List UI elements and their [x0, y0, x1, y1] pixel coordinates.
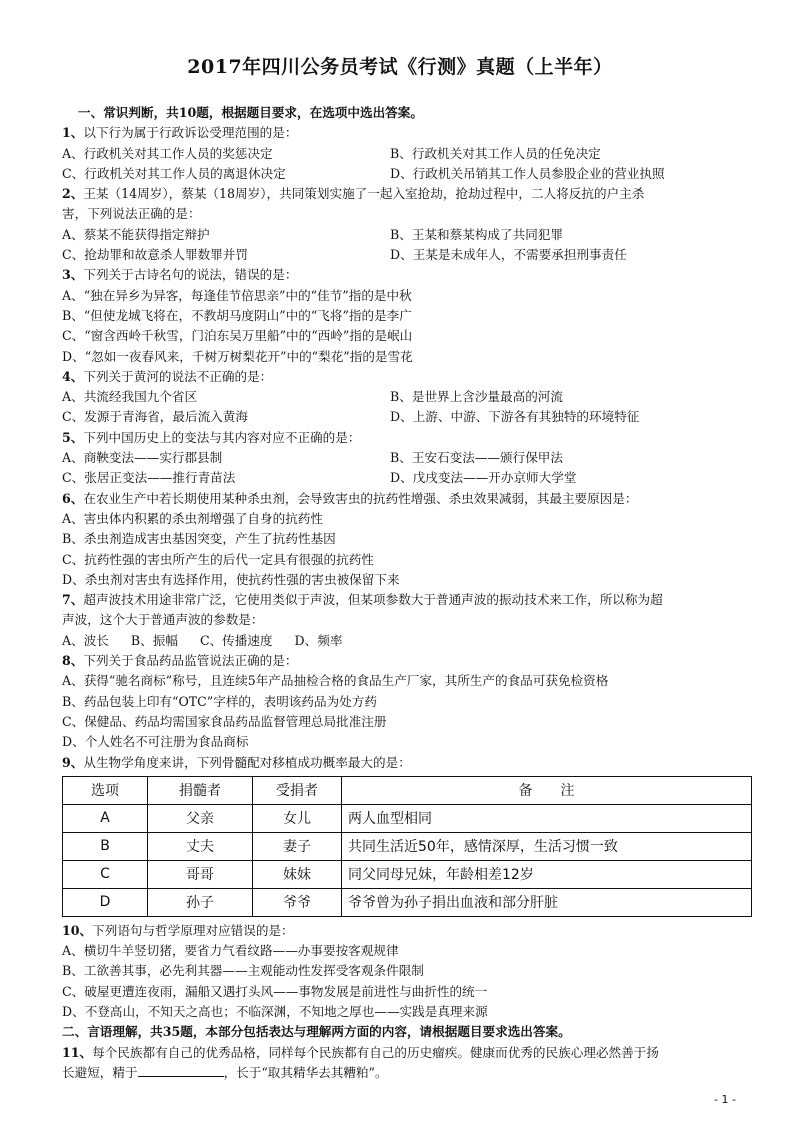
option: D、个人姓名不可注册为食品商标: [62, 734, 249, 750]
table-header-row: [63, 776, 752, 804]
table-cell: C: [63, 860, 148, 888]
option: C、“窗含西岭千秋雪，门泊东吴万里船”中的“西岭”指的是岷山: [62, 328, 413, 344]
section-heading: 一、常识判断，共10题，根据题目要求，在选项中选出答案。: [78, 105, 423, 120]
document-body: [62, 103, 752, 1083]
option-row: [62, 407, 752, 427]
option: A、“独在异乡为异客，每逢佳节倍思亲”中的“佳节”指的是中秋: [62, 287, 412, 303]
table-cell: 妻子: [253, 832, 342, 860]
table-cell: 共同生活近50年，感情深厚，生活习惯一致: [342, 832, 752, 860]
table-cell: 爷爷: [253, 888, 342, 916]
question-stem-cont: 声波，这个大于普通声波的参数是：: [62, 612, 264, 628]
table-header: 受捐者: [253, 776, 342, 804]
table-cell: 丈夫: [148, 832, 253, 860]
question-stem: 7、超声波技术用途非常广泛，它使用类似于声波，但某项参数大于普通声波的振动技术来工作，所以称为超: [62, 592, 663, 608]
table-row: [63, 832, 752, 860]
question-stem: 5、下列中国历史上的变法与其内容对应不正确的是：: [62, 429, 361, 445]
option-row: [62, 245, 752, 265]
table-cell: 女儿: [253, 804, 342, 832]
option: B、行政机关对其工作人员的任免决定: [390, 145, 601, 161]
table-cell: 妹妹: [253, 860, 342, 888]
option: B、“但使龙城飞将在，不教胡马度阴山”中的“飞将”指的是李广: [62, 307, 412, 323]
option: D、王某是未成年人，不需要承担刑事责任: [390, 247, 627, 263]
option-row: [62, 387, 752, 407]
option: A、行政机关对其工作人员的奖惩决定: [62, 145, 273, 161]
option: D、上游、中游、下游各有其独特的环境特征: [390, 409, 640, 425]
option: B、杀虫剂造成害虫基因突变，产生了抗药性基因: [62, 531, 336, 547]
option: A、害虫体内积累的杀虫剂增强了自身的抗药性: [62, 510, 323, 526]
option-row: [62, 225, 752, 245]
option-row: [62, 631, 752, 651]
option: D、杀虫剂对害虫有选择作用，使抗药性强的害虫被保留下来: [62, 571, 400, 587]
question-stem-cont: 害，下列说法正确的是：: [62, 206, 201, 222]
table-cell: 父亲: [148, 804, 253, 832]
question-stem: 8、下列关于食品药品监管说法正确的是：: [62, 653, 298, 669]
table-cell: 两人血型相同: [342, 804, 752, 832]
question-stem: 6、在农业生产中若长期使用某种杀虫剂，会导致害虫的抗药性增强、杀虫效果减弱，其最主要原因是：: [62, 490, 638, 506]
option-row: [62, 468, 752, 488]
table-row: [63, 860, 752, 888]
option-row: [62, 164, 752, 184]
option: C、抢劫罪和故意杀人罪数罪并罚: [62, 247, 248, 263]
question-stem: 4、下列关于黄河的说法不正确的是：: [62, 368, 273, 384]
table-cell: A: [63, 804, 148, 832]
option: A、共流经我国九个省区: [62, 389, 198, 405]
table-cell: 爷爷曾为孙子捐出血液和部分肝脏: [342, 888, 752, 916]
question-stem: 10、下列语句与哲学原理对应错误的是：: [62, 922, 294, 938]
fill-blank: [138, 1064, 224, 1077]
option: C、抗药性强的害虫所产生的后代一定具有很强的抗药性: [62, 551, 374, 567]
option: C、保健品、药品均需国家食品药品监督管理总局批准注册: [62, 713, 387, 729]
option: A、横切牛羊竖切猪，要省力气看纹路——办事要按客观规律: [62, 943, 399, 959]
option: C、行政机关对其工作人员的离退休决定: [62, 165, 286, 181]
document-title: 2017年四川公务员考试《行测》真题（上半年）: [187, 56, 613, 78]
option: D、戊戌变法——开办京师大学堂: [390, 470, 577, 486]
table-cell: 同父同母兄妹，年龄相差12岁: [342, 860, 752, 888]
option-row: [62, 144, 752, 164]
section-heading: 二、言语理解，共35题，本部分包括表达与理解两方面的内容，请根据题目要求选出答案。: [62, 1024, 571, 1040]
question-stem: 9、从生物学角度来讲，下列骨髓配对移植成功概率最大的是：: [62, 754, 411, 770]
question-stem: 1、以下行为属于行政诉讼受理范围的是：: [62, 125, 298, 141]
option: D、“忽如一夜春风来，千树万树梨花开”中的“梨花”指的是雪花: [62, 348, 413, 364]
option: D、不登高山，不知天之高也；不临深渊，不知地之厚也——实践是真理来源: [62, 1003, 488, 1019]
table-header: 备 注: [342, 776, 752, 804]
option: A、获得“驰名商标”称号，且连续5年产品抽检合格的食品生产厂家，其所生产的食品可获免检资格: [62, 673, 609, 689]
option: C、破屋更遭连夜雨，漏船又遇打头风——事物发展是前进性与曲折性的统一: [62, 983, 488, 999]
option: D、行政机关吊销其工作人员参股企业的营业执照: [390, 165, 665, 181]
table-row: [63, 888, 752, 916]
table-header: 捐髓者: [148, 776, 253, 804]
page-number: - 1 -: [714, 1093, 736, 1106]
option: B、王安石变法——颁行保甲法: [390, 450, 563, 466]
question-stem: 11、每个民族都有自己的优秀品格，同样每个民族都有自己的历史瘤疾。健康而优秀的民族心理必然善于扬: [62, 1044, 659, 1060]
option-row: [62, 448, 752, 468]
option: B、振幅: [130, 632, 178, 648]
option: B、是世界上含沙量最高的河流: [390, 389, 563, 405]
table-row: [63, 804, 752, 832]
option: B、工欲善其事，必先利其器——主观能动性发挥受客观条件限制: [62, 963, 424, 979]
option: C、张居正变法——推行青苗法: [62, 470, 236, 486]
option: A、蔡某不能获得指定辩护: [62, 226, 210, 242]
table-cell: 哥哥: [148, 860, 253, 888]
question-stem: 3、下列关于古诗名句的说法，错误的是：: [62, 267, 298, 283]
option: A、商鞅变法——实行郡县制: [62, 450, 223, 466]
option: D、频率: [294, 632, 343, 648]
question-stem-cont: 长避短，精于 ，长于“取其精华去其糟粕”。: [62, 1064, 388, 1080]
option: C、发源于青海省，最后流入黄海: [62, 409, 248, 425]
donor-table: [62, 776, 752, 917]
question-stem: 2、王某（14周岁），蔡某（18周岁），共同策划实施了一起入室抢劫，抢劫过程中，二人将反抗的户主杀: [62, 186, 645, 202]
option: C、传播速度: [199, 632, 273, 648]
table-cell: D: [63, 888, 148, 916]
table-cell: 孙子: [148, 888, 253, 916]
option: B、王某和蔡某构成了共同犯罪: [390, 226, 563, 242]
option: B、药品包装上印有“OTC”字样的，表明该药品为处方药: [62, 693, 377, 709]
option: A、波长: [62, 632, 109, 648]
table-cell: B: [63, 832, 148, 860]
table-header: 选项: [63, 776, 148, 804]
